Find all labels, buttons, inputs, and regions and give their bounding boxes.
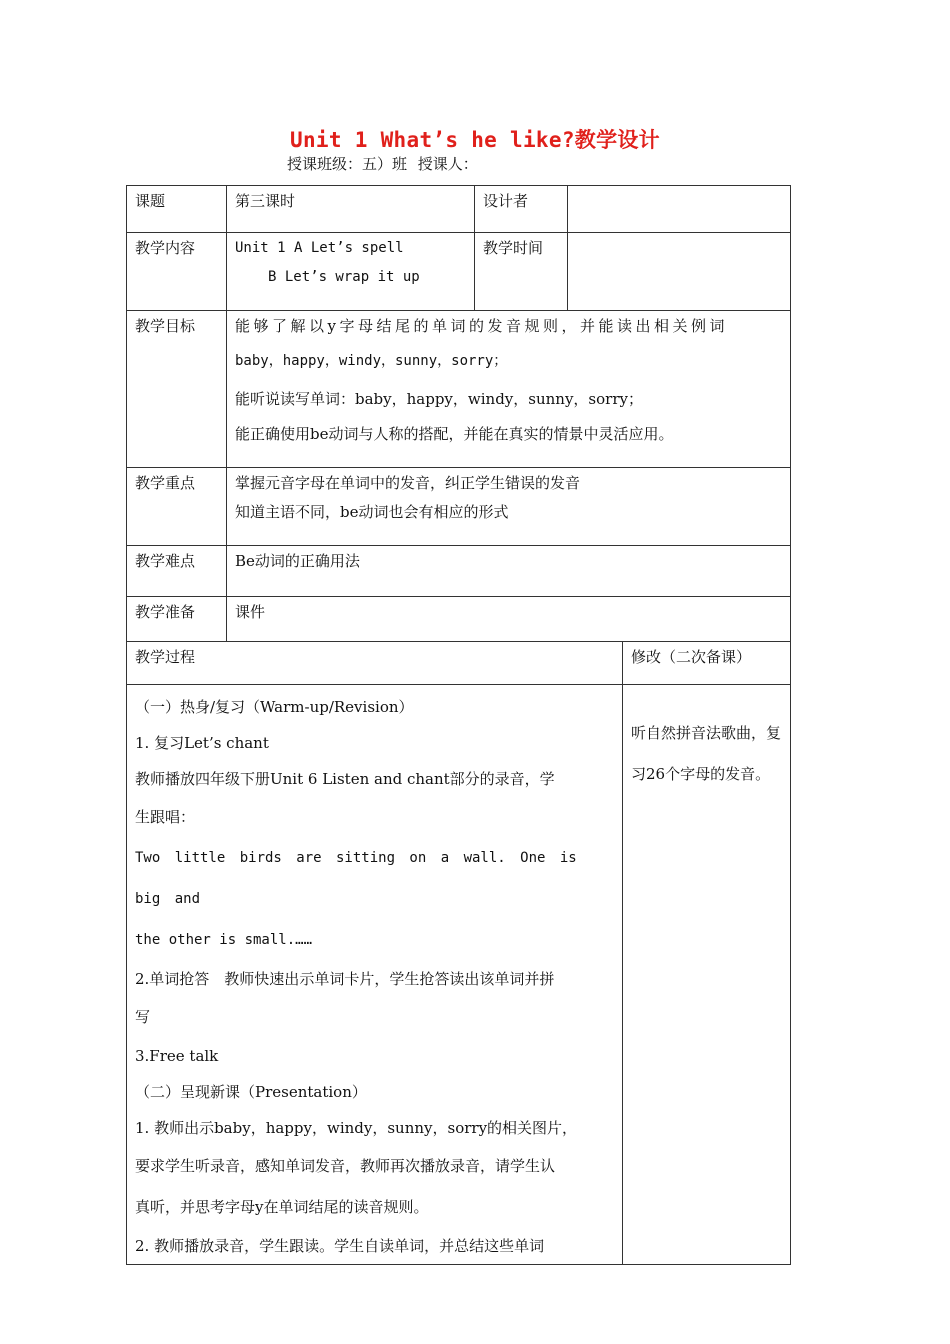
label-lesson: 课题 [127,186,227,233]
value-time [568,233,791,311]
process-content [127,685,623,1265]
value-goals [227,311,791,468]
lesson-plan-table [126,185,791,1265]
process-note-text: 听自然拼音法歌曲，复习26个字母的发音。 [631,724,782,783]
value-designer [568,186,791,233]
process-line: 写 [135,1008,151,1026]
row-key-points [127,468,791,546]
goal-line-3: 能听说读写单词：baby，happy，windy，sunny，sorry； [235,390,643,408]
label-time: 教学时间 [475,233,568,311]
process-line: 1. 复习Let’s chant [135,734,269,752]
process-line: 2.单词抢答 教师快速出示单词卡片，学生抢答读出该单词并拼 [135,970,555,988]
label-content: 教学内容 [127,233,227,311]
key-line-1: 掌握元音字母在单词中的发音，纠正学生错误的发音 [235,474,581,492]
goal-line-4: 能正确使用be动词与人称的搭配，并能在真实的情景中灵活应用。 [235,425,674,443]
label-difficulty: 教学难点 [127,546,227,597]
process-line: 3.Free talk [135,1047,219,1065]
label-process: 教学过程 [127,642,623,685]
process-line: 生跟唱： [135,808,196,826]
value-difficulty: Be动词的正确用法 [227,546,791,597]
process-line: 1. 教师出示baby，happy，windy，sunny，sorry的相关图片， [135,1119,578,1137]
value-content [227,233,475,311]
label-goals: 教学目标 [127,311,227,468]
row-content [127,233,791,311]
goal-line-1: 能够了解以y字母结尾的单词的发音规则，并能读出相关例词 [235,317,728,335]
row-preparation [127,597,791,642]
row-process-header [127,642,791,685]
process-line: the other is small.…… [135,932,313,948]
process-line: 2. 教师播放录音，学生跟读。学生自读单词，并总结这些单词 [135,1237,545,1255]
row-goals [127,311,791,468]
process-line: （一）热身/复习（Warm-up/Revision） [135,698,414,716]
value-preparation: 课件 [227,597,791,642]
label-revise: 修改（二次备课） [623,642,791,685]
process-line: 教师播放四年级下册Unit 6 Listen and chant部分的录音，学 [135,770,555,788]
process-line: Two little birds are sitting on a wall. One is big and [135,850,577,907]
row-lesson [127,186,791,233]
goal-line-2: baby，happy，windy，sunny，sorry； [235,353,508,369]
process-line: 要求学生听录音，感知单词发音，教师再次播放录音，请学生认 [135,1157,556,1175]
key-line-2: 知道主语不同，be动词也会有相应的形式 [235,503,509,521]
content-line-1: Unit 1 A Let’s spell [235,240,404,256]
label-preparation: 教学准备 [127,597,227,642]
label-key-points: 教学重点 [127,468,227,546]
content-line-2: B Let’s wrap it up [268,269,420,285]
label-designer: 设计者 [475,186,568,233]
value-lesson: 第三课时 [227,186,475,233]
document-subtitle: 授课班级：五）班 授课人： [287,155,478,173]
row-process [127,685,791,1265]
value-key-points [227,468,791,546]
process-line: 真听，并思考字母y在单词结尾的读音规则。 [135,1198,429,1216]
row-difficulty [127,546,791,597]
process-line: （二）呈现新课（Presentation） [135,1083,367,1101]
process-note [623,685,791,1265]
document-title: Unit 1 What’s he like?教学设计 [290,128,660,152]
